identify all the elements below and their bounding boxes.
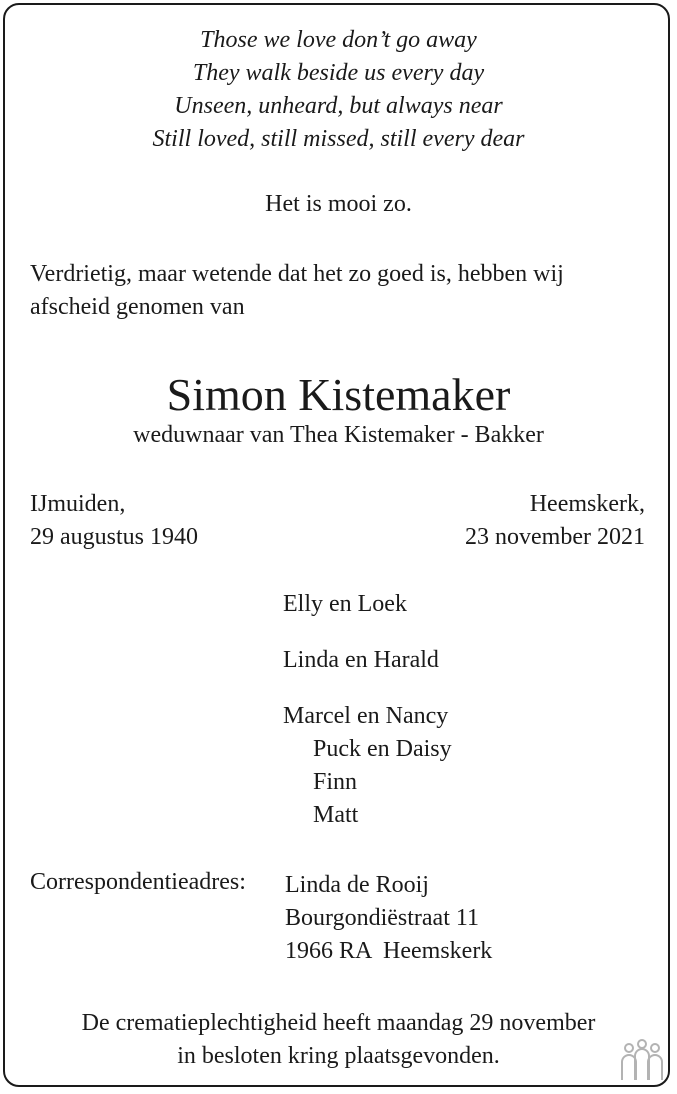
- death-date: 23 november 2021: [465, 524, 645, 550]
- poem-line: Unseen, unheard, but always near: [174, 93, 503, 119]
- correspondence-address: [285, 869, 492, 968]
- grandchild: Finn: [313, 769, 358, 795]
- deceased-name: Simon Kistemaker: [166, 369, 511, 420]
- poem-line: Still loved, still missed, still every dear: [152, 126, 525, 152]
- correspondence-city: 1966 RA Heemskerk: [285, 938, 493, 964]
- grandchild: Puck en Daisy: [313, 736, 452, 762]
- intro-line: Verdrietig, maar wetende dat het zo goed is, hebben wij: [30, 261, 564, 287]
- death-place: Heemskerk,: [529, 491, 645, 517]
- birth-place: IJmuiden,: [30, 491, 126, 517]
- poem-line: Those we love don’t go away: [200, 27, 477, 53]
- grandchild: Matt: [313, 802, 359, 828]
- correspondence-street: Bourgondiëstraat 11: [285, 905, 479, 931]
- poem: [0, 24, 677, 156]
- intro-line: afscheid genomen van: [30, 294, 245, 320]
- intro-text: [30, 258, 564, 324]
- correspondence-name: Linda de Rooij: [285, 872, 429, 898]
- deceased-subtitle: weduwnaar van Thea Kistemaker - Bakker: [133, 422, 544, 448]
- tagline: Het is mooi zo.: [265, 191, 412, 217]
- people-group-icon: [618, 1038, 666, 1082]
- family-group-3-parents: Marcel en Nancy: [283, 703, 449, 729]
- poem-line: They walk beside us every day: [192, 60, 485, 86]
- correspondence-label: Correspondentieadres:: [30, 869, 246, 895]
- death-info: [465, 488, 645, 554]
- family-group-2: Linda en Harald: [283, 647, 439, 673]
- family-group-3: [283, 700, 452, 832]
- ceremony-notice: [0, 1007, 677, 1073]
- family-group-1: Elly en Loek: [283, 591, 407, 617]
- birth-date: 29 augustus 1940: [30, 524, 198, 550]
- ceremony-line: De crematieplechtigheid heeft maandag 29 november: [81, 1010, 596, 1036]
- ceremony-line: in besloten kring plaatsgevonden.: [177, 1043, 500, 1069]
- birth-info: [30, 488, 198, 554]
